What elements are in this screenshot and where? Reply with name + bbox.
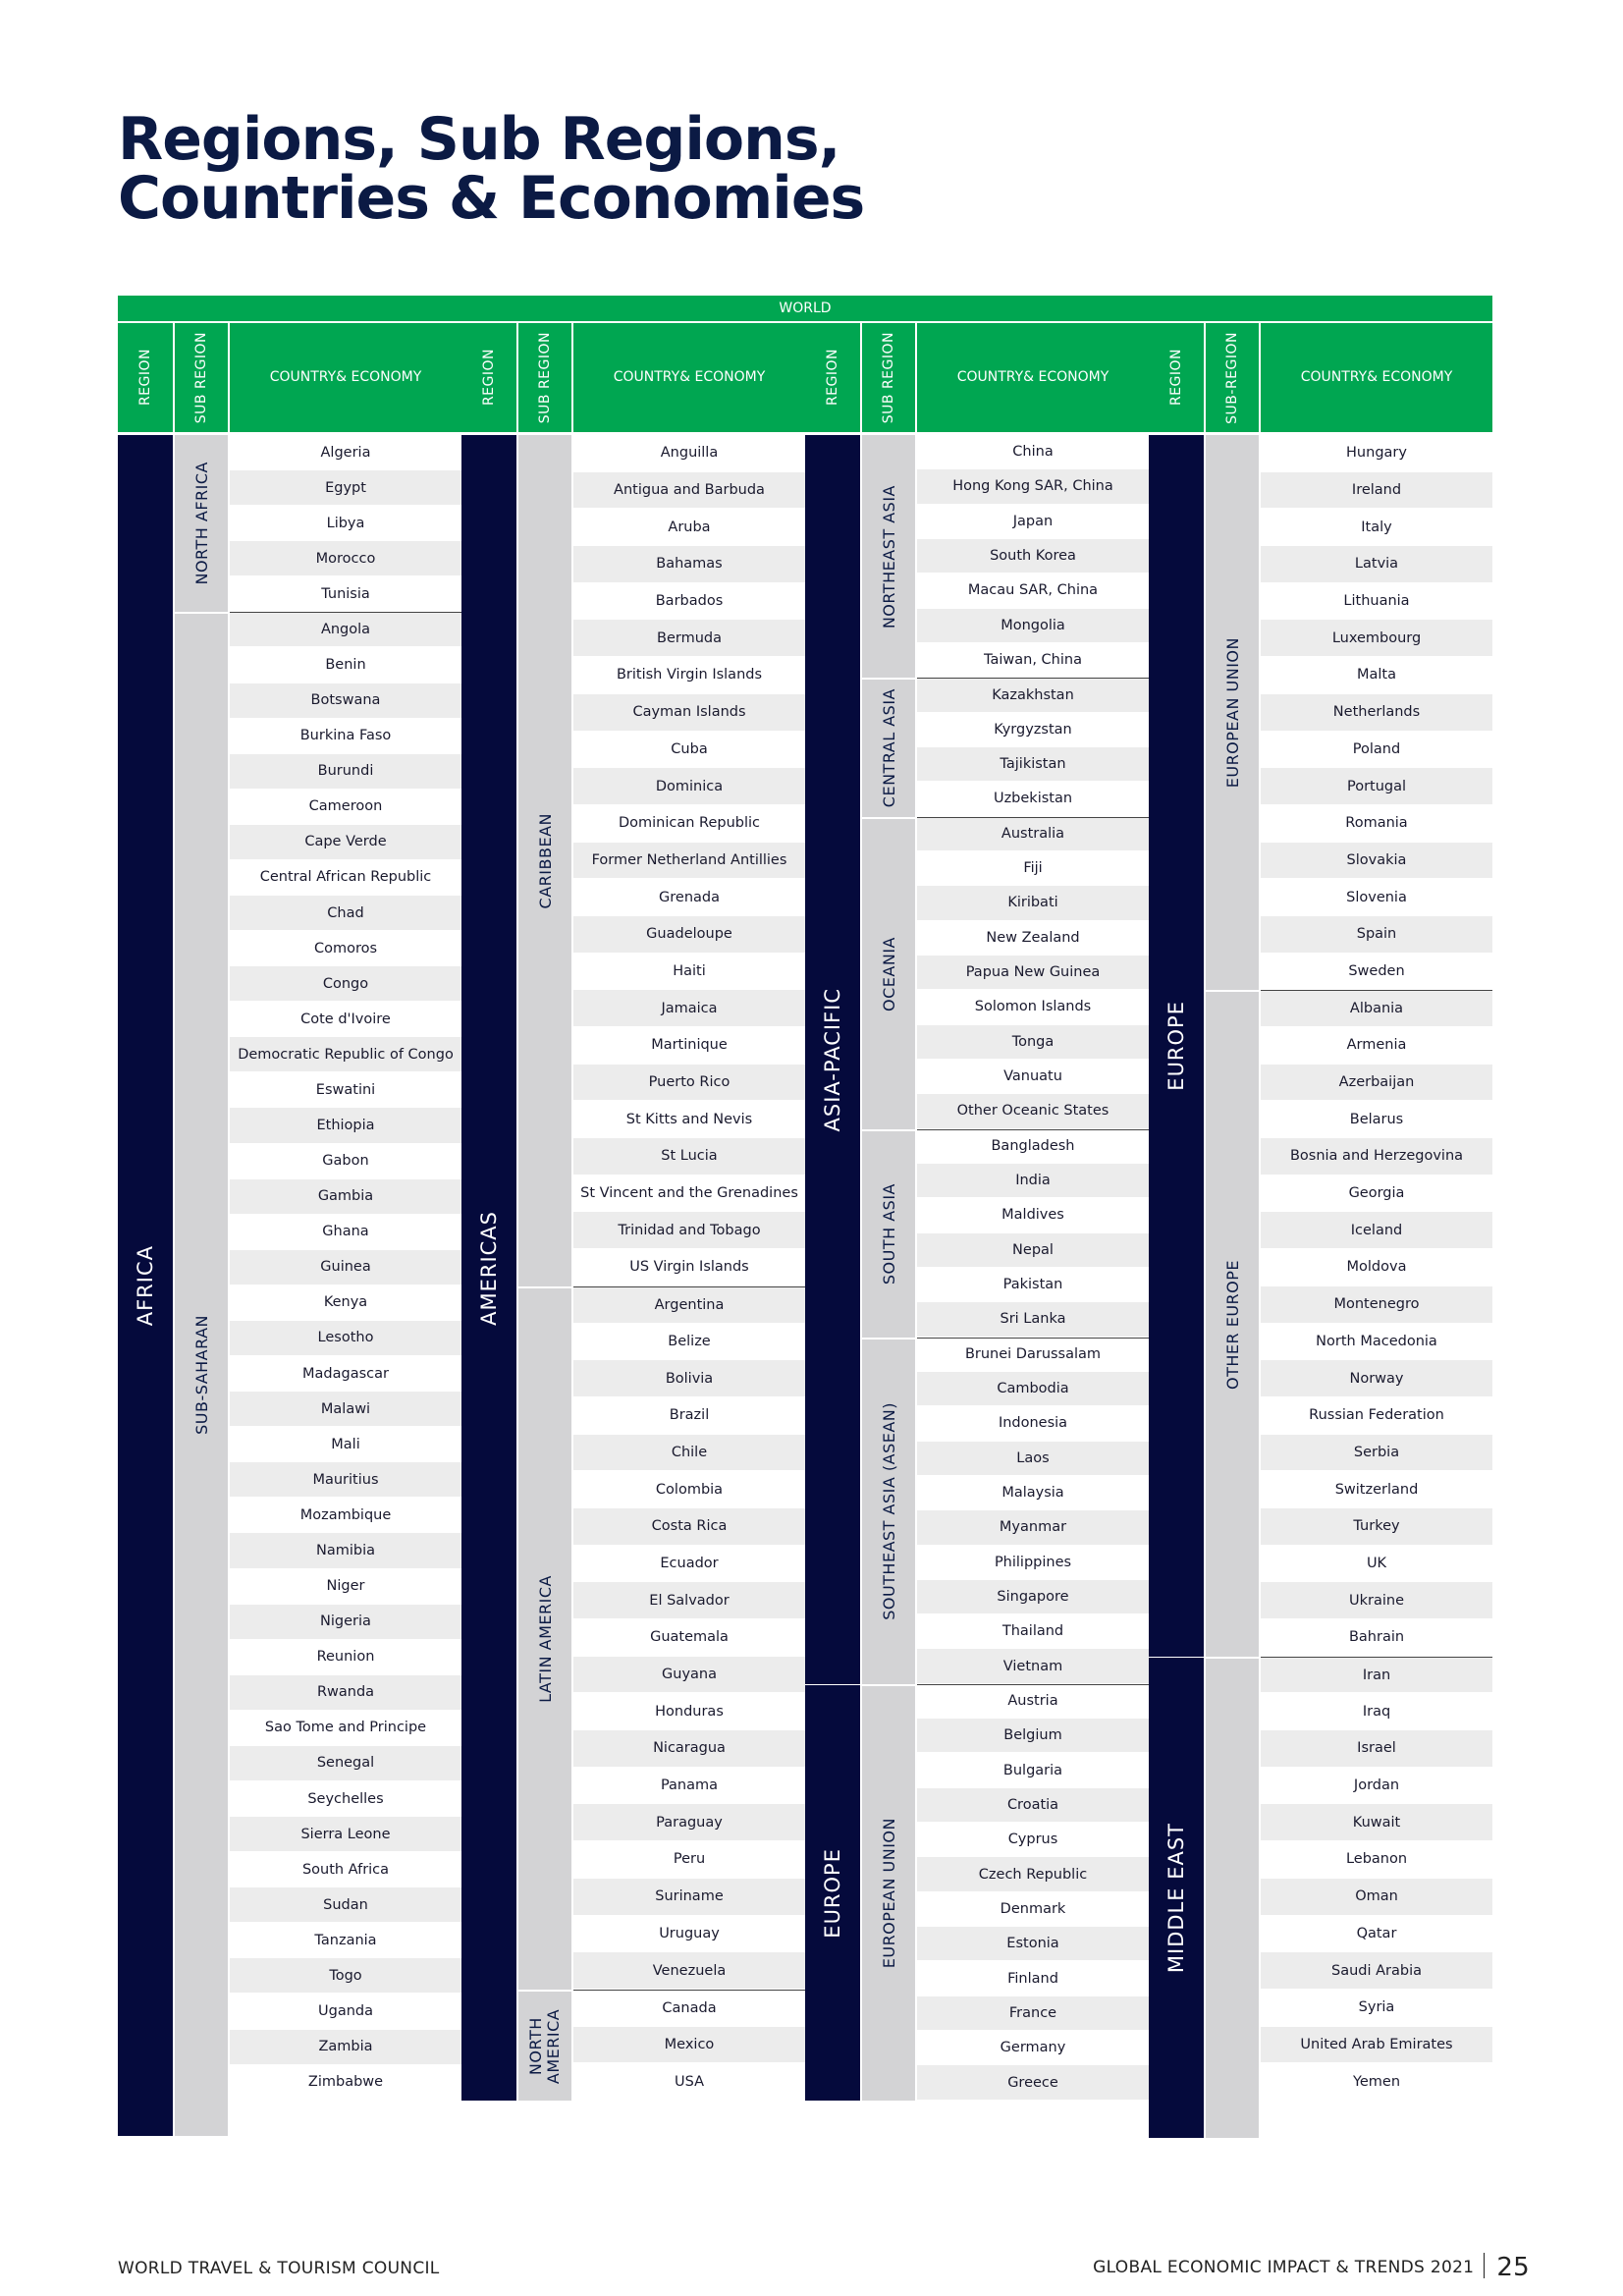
country-row: Tunisia <box>230 576 461 612</box>
country-row: Uruguay <box>573 1916 805 1953</box>
country-row: United Arab Emirates <box>1261 2027 1492 2064</box>
country-row: Estonia <box>917 1927 1149 1961</box>
country-row: Costa Rica <box>573 1508 805 1546</box>
country-row: Sudan <box>230 1887 461 1923</box>
country-row: Mongolia <box>917 609 1149 643</box>
sub-region-header-label: SUB REGION <box>193 331 209 424</box>
country-row: Denmark <box>917 1892 1149 1927</box>
region-bar <box>1149 1658 1204 2138</box>
country-row: Bolivia <box>573 1360 805 1397</box>
country-row: Libya <box>230 506 461 541</box>
footer-separator <box>1484 2253 1485 2278</box>
country-row: Italy <box>1261 509 1492 546</box>
sub-region-header-label: SUB REGION <box>881 331 896 424</box>
page-title <box>118 105 1198 233</box>
sub-region-label: EUROPEAN UNION <box>1222 637 1242 789</box>
country-row: Iraq <box>1261 1693 1492 1730</box>
country-row: Norway <box>1261 1360 1492 1397</box>
country-row: Morocco <box>230 541 461 576</box>
region-bar <box>805 435 860 1684</box>
country-row: US Virgin Islands <box>573 1249 805 1286</box>
sub-region-bar <box>862 1131 915 1338</box>
country-row: Other Oceanic States <box>917 1094 1149 1128</box>
country-row: Guyana <box>573 1657 805 1694</box>
sub-region-bar <box>862 1339 915 1684</box>
country-row: Reunion <box>230 1640 461 1675</box>
country-row: Cayman Islands <box>573 694 805 732</box>
page-title-line-2: Countries & Economies <box>118 164 865 233</box>
country-row: China <box>917 435 1149 469</box>
country-row: Tajikistan <box>917 747 1149 782</box>
country-row: Lithuania <box>1261 583 1492 621</box>
sub-region-bar <box>862 819 915 1129</box>
country-row: South Africa <box>230 1852 461 1887</box>
country-row: Paraguay <box>573 1804 805 1841</box>
country-row: Georgia <box>1261 1175 1492 1213</box>
country-row: Kuwait <box>1261 1804 1492 1841</box>
country-list <box>230 435 461 2101</box>
country-row: Germany <box>917 2031 1149 2065</box>
country-row: Maldives <box>917 1198 1149 1232</box>
country-row: Thailand <box>917 1614 1149 1649</box>
country-row: Armenia <box>1261 1027 1492 1065</box>
country-row: Mexico <box>573 2027 805 2064</box>
country-row: Puerto Rico <box>573 1065 805 1102</box>
country-row: Anguilla <box>573 435 805 472</box>
country-row: Nigeria <box>230 1605 461 1640</box>
region-label: EUROPE <box>821 1847 844 1939</box>
country-row: Bangladesh <box>917 1129 1149 1164</box>
country-row: Netherlands <box>1261 694 1492 732</box>
country-row: Papua New Guinea <box>917 956 1149 990</box>
world-header: WORLD <box>118 296 1492 321</box>
country-row: Bahamas <box>573 546 805 583</box>
sub-region-bar <box>518 1992 571 2101</box>
country-row: Aruba <box>573 509 805 546</box>
country-row: Namibia <box>230 1533 461 1568</box>
country-row: Saudi Arabia <box>1261 1952 1492 1990</box>
sub-region-label: OCEANIA <box>879 936 898 1011</box>
country-row: Montenegro <box>1261 1286 1492 1324</box>
country-row: Bosnia and Herzegovina <box>1261 1138 1492 1175</box>
region-header-label: REGION <box>481 349 497 407</box>
country-row: Cape Verde <box>230 825 461 860</box>
country-row: Sao Tome and Principe <box>230 1711 461 1746</box>
country-row: Congo <box>230 966 461 1002</box>
sub-region-header <box>518 323 571 432</box>
country-row: Greece <box>917 2065 1149 2100</box>
country-row: Mali <box>230 1427 461 1462</box>
country-header-line-1: COUNTRY <box>613 369 680 385</box>
country-row: Indonesia <box>917 1406 1149 1441</box>
region-header-label: REGION <box>1168 349 1184 407</box>
country-row: Bulgaria <box>917 1753 1149 1787</box>
country-row: Vietnam <box>917 1649 1149 1683</box>
country-row: Sierra Leone <box>230 1817 461 1852</box>
sub-region-header <box>1206 323 1259 432</box>
region-header-label: REGION <box>825 349 840 407</box>
country-row: Honduras <box>573 1693 805 1730</box>
country-row: France <box>917 1996 1149 2031</box>
country-row: Poland <box>1261 732 1492 769</box>
country-row: Hong Kong SAR, China <box>917 469 1149 504</box>
region-label: MIDDLE EAST <box>1164 1822 1188 1973</box>
country-header-line-2: & ECONOMY <box>336 369 422 385</box>
country-row: Fiji <box>917 851 1149 886</box>
sub-region-label: LATIN AMERICA <box>535 1574 555 1703</box>
country-row: El Salvador <box>573 1582 805 1619</box>
sub-region-header-label: SUB REGION <box>537 331 553 424</box>
country-row: Finland <box>917 1961 1149 1995</box>
sub-region-bar <box>862 1686 915 2101</box>
sub-region-label: CENTRAL ASIA <box>879 688 898 808</box>
country-row: Ecuador <box>573 1546 805 1583</box>
sub-region-label: EUROPEAN UNION <box>879 1818 898 1969</box>
country-row: St Kitts and Nevis <box>573 1101 805 1138</box>
country-row: Brazil <box>573 1397 805 1435</box>
country-row: Cyprus <box>917 1823 1149 1857</box>
country-row: Canada <box>573 1990 805 2027</box>
sub-region-header <box>175 323 228 432</box>
sub-region-bar <box>175 614 228 2136</box>
country-row: Sri Lanka <box>917 1302 1149 1337</box>
country-row: Pakistan <box>917 1268 1149 1302</box>
country-header <box>573 323 805 432</box>
country-row: Kiribati <box>917 886 1149 920</box>
country-row: Seychelles <box>230 1781 461 1817</box>
country-row: Barbados <box>573 583 805 621</box>
country-row: Eswatini <box>230 1072 461 1108</box>
country-row: Austria <box>917 1684 1149 1719</box>
country-row: Togo <box>230 1958 461 1994</box>
country-row: Luxembourg <box>1261 620 1492 657</box>
country-row: Jamaica <box>573 990 805 1027</box>
sub-region-label: NORTH AFRICA <box>191 462 211 585</box>
country-row: Angola <box>230 612 461 647</box>
country-row: Cameroon <box>230 790 461 825</box>
country-row: Colombia <box>573 1471 805 1508</box>
country-row: USA <box>573 2063 805 2101</box>
country-row: Switzerland <box>1261 1471 1492 1508</box>
sub-region-header-label: SUB-REGION <box>1224 331 1240 424</box>
sub-region-bar <box>518 435 571 1286</box>
footer-report-title: GLOBAL ECONOMIC IMPACT & TRENDS 2021 <box>1093 2258 1475 2277</box>
country-row: Botswana <box>230 683 461 719</box>
page-title-line-1: Regions, Sub Regions, <box>118 105 840 174</box>
country-row: Portugal <box>1261 768 1492 805</box>
country-row: St Vincent and the Grenadines <box>573 1175 805 1213</box>
country-row: Guadeloupe <box>573 916 805 954</box>
country-row: Cuba <box>573 732 805 769</box>
country-row: Malta <box>1261 657 1492 694</box>
country-row: Bermuda <box>573 620 805 657</box>
country-row: South Korea <box>917 539 1149 574</box>
country-header-line-2: & ECONOMY <box>1367 369 1453 385</box>
country-row: Philippines <box>917 1546 1149 1580</box>
country-header-line-2: & ECONOMY <box>1023 369 1109 385</box>
sub-region-bar <box>1206 435 1259 990</box>
country-row: Azerbaijan <box>1261 1065 1492 1102</box>
table-column-group <box>805 323 1149 2101</box>
region-bar <box>461 435 516 2101</box>
country-row: Ghana <box>230 1215 461 1250</box>
country-row: Mozambique <box>230 1498 461 1533</box>
sub-region-label: CARIBBEAN <box>535 812 555 909</box>
country-list <box>1261 435 1492 2101</box>
country-row: Oman <box>1261 1879 1492 1916</box>
region-header <box>805 323 860 432</box>
country-row: Benin <box>230 647 461 683</box>
footer-organization: WORLD TRAVEL & TOURISM COUNCIL <box>118 2259 440 2278</box>
country-row: Cambodia <box>917 1372 1149 1406</box>
region-label: AMERICAS <box>477 1210 501 1326</box>
region-label: EUROPE <box>1164 1001 1188 1091</box>
country-row: Hungary <box>1261 435 1492 472</box>
country-row: Nepal <box>917 1233 1149 1268</box>
country-row: Former Netherland Antillies <box>573 843 805 880</box>
sub-region-label: SOUTHEAST ASIA (ASEAN) <box>879 1402 898 1621</box>
country-header-line-1: COUNTRY <box>269 369 337 385</box>
country-row: Zambia <box>230 2030 461 2065</box>
country-row: Belize <box>573 1324 805 1361</box>
region-bar <box>805 1685 860 2101</box>
country-row: Japan <box>917 505 1149 539</box>
country-row: Taiwan, China <box>917 643 1149 678</box>
region-header <box>118 323 173 432</box>
country-row: Bahrain <box>1261 1619 1492 1657</box>
country-row: Czech Republic <box>917 1857 1149 1891</box>
country-row: Moldova <box>1261 1249 1492 1286</box>
country-row: Syria <box>1261 1990 1492 2027</box>
country-row: Niger <box>230 1569 461 1605</box>
country-row: North Macedonia <box>1261 1324 1492 1361</box>
country-row: Lesotho <box>230 1321 461 1356</box>
country-row: Albania <box>1261 990 1492 1027</box>
country-row: Singapore <box>917 1580 1149 1614</box>
country-row: Israel <box>1261 1730 1492 1768</box>
country-row: Cote d'Ivoire <box>230 1002 461 1037</box>
country-row: Grenada <box>573 879 805 916</box>
sub-region-label: NORTH AMERICA <box>526 2008 563 2084</box>
country-row: British Virgin Islands <box>573 657 805 694</box>
sub-region-bar <box>175 435 228 612</box>
country-header-line-2: & ECONOMY <box>679 369 766 385</box>
country-row: Iceland <box>1261 1212 1492 1249</box>
country-row: Rwanda <box>230 1675 461 1711</box>
country-row: Democratic Republic of Congo <box>230 1037 461 1072</box>
country-row: Kyrgyzstan <box>917 713 1149 747</box>
country-row: Egypt <box>230 470 461 506</box>
country-row: Romania <box>1261 805 1492 843</box>
country-row: Malawi <box>230 1392 461 1427</box>
country-row: Myanmar <box>917 1510 1149 1545</box>
table-column-group <box>1149 323 1492 2101</box>
country-row: Peru <box>573 1841 805 1879</box>
country-row: Australia <box>917 817 1149 851</box>
sub-region-label: SUB-SAHARAN <box>191 1315 211 1436</box>
region-label: AFRICA <box>134 1244 157 1327</box>
country-row: Brunei Darussalam <box>917 1338 1149 1372</box>
country-row: Slovenia <box>1261 879 1492 916</box>
country-row: Kenya <box>230 1285 461 1321</box>
country-list <box>917 435 1149 2101</box>
country-row: Vanuatu <box>917 1060 1149 1094</box>
country-header-line-1: COUNTRY <box>956 369 1024 385</box>
country-header <box>1261 323 1492 432</box>
sub-region-bar <box>1206 992 1259 1656</box>
country-row: St Lucia <box>573 1138 805 1175</box>
country-row: Croatia <box>917 1788 1149 1823</box>
country-row: Kazakhstan <box>917 678 1149 712</box>
country-row: Ethiopia <box>230 1108 461 1143</box>
country-row: Malaysia <box>917 1476 1149 1510</box>
country-row: Ukraine <box>1261 1582 1492 1619</box>
country-row: Suriname <box>573 1879 805 1916</box>
country-row: Venezuela <box>573 1952 805 1990</box>
country-row: Gambia <box>230 1179 461 1215</box>
country-header-line-1: COUNTRY <box>1300 369 1368 385</box>
country-row: Dominican Republic <box>573 805 805 843</box>
country-row: Zimbabwe <box>230 2065 461 2101</box>
country-row: Latvia <box>1261 546 1492 583</box>
country-row: Iran <box>1261 1657 1492 1694</box>
sub-region-label: SOUTH ASIA <box>879 1183 898 1285</box>
country-row: Burkina Faso <box>230 719 461 754</box>
country-row: Serbia <box>1261 1435 1492 1472</box>
country-row: Guinea <box>230 1250 461 1285</box>
country-row: Guatemala <box>573 1619 805 1657</box>
country-header <box>230 323 461 432</box>
country-row: Trinidad and Tobago <box>573 1212 805 1249</box>
country-row: Chad <box>230 896 461 931</box>
sub-region-bar <box>518 1288 571 1990</box>
region-label: ASIA-PACIFIC <box>821 987 844 1132</box>
country-row: Comoros <box>230 931 461 966</box>
table-column-group <box>118 323 461 2101</box>
country-row: Belarus <box>1261 1101 1492 1138</box>
country-row: Jordan <box>1261 1768 1492 1805</box>
country-row: Yemen <box>1261 2063 1492 2101</box>
country-row: Tanzania <box>230 1923 461 1958</box>
country-list <box>573 435 805 2101</box>
page-number: 25 <box>1496 2253 1530 2282</box>
sub-region-bar <box>862 680 915 816</box>
region-header <box>461 323 516 432</box>
country-row: Laos <box>917 1442 1149 1476</box>
sub-region-label: NORTHEAST ASIA <box>879 484 898 629</box>
sub-region-bar <box>1206 1659 1259 2138</box>
region-bar <box>118 435 173 2136</box>
country-row: Belgium <box>917 1719 1149 1753</box>
country-row: Solomon Islands <box>917 990 1149 1024</box>
sub-region-bar <box>862 435 915 678</box>
country-row: Uzbekistan <box>917 782 1149 816</box>
region-header <box>1149 323 1204 432</box>
region-bar <box>1149 435 1204 1657</box>
country-row: Nicaragua <box>573 1730 805 1768</box>
country-row: Antigua and Barbuda <box>573 472 805 510</box>
country-row: Russian Federation <box>1261 1397 1492 1435</box>
country-row: Martinique <box>573 1027 805 1065</box>
country-row: UK <box>1261 1546 1492 1583</box>
country-row: India <box>917 1164 1149 1198</box>
country-row: New Zealand <box>917 921 1149 956</box>
country-row: Dominica <box>573 768 805 805</box>
region-header-label: REGION <box>137 349 153 407</box>
country-row: Panama <box>573 1768 805 1805</box>
country-row: Chile <box>573 1435 805 1472</box>
sub-region-label: OTHER EUROPE <box>1222 1259 1242 1390</box>
table-column-group <box>461 323 805 2101</box>
country-row: Algeria <box>230 435 461 470</box>
country-row: Burundi <box>230 754 461 790</box>
country-row: Argentina <box>573 1286 805 1324</box>
country-row: Central African Republic <box>230 860 461 896</box>
footer-publication <box>1093 2253 1530 2282</box>
sub-region-header <box>862 323 915 432</box>
country-row: Sweden <box>1261 954 1492 991</box>
country-row: Tonga <box>917 1025 1149 1060</box>
country-row: Turkey <box>1261 1508 1492 1546</box>
country-row: Uganda <box>230 1994 461 2029</box>
country-row: Lebanon <box>1261 1841 1492 1879</box>
country-row: Madagascar <box>230 1356 461 1392</box>
country-row: Senegal <box>230 1746 461 1781</box>
country-header <box>917 323 1149 432</box>
country-row: Mauritius <box>230 1462 461 1498</box>
country-row: Slovakia <box>1261 843 1492 880</box>
country-row: Ireland <box>1261 472 1492 510</box>
country-row: Spain <box>1261 916 1492 954</box>
country-row: Haiti <box>573 954 805 991</box>
country-row: Macau SAR, China <box>917 574 1149 608</box>
country-row: Qatar <box>1261 1916 1492 1953</box>
country-row: Gabon <box>230 1144 461 1179</box>
